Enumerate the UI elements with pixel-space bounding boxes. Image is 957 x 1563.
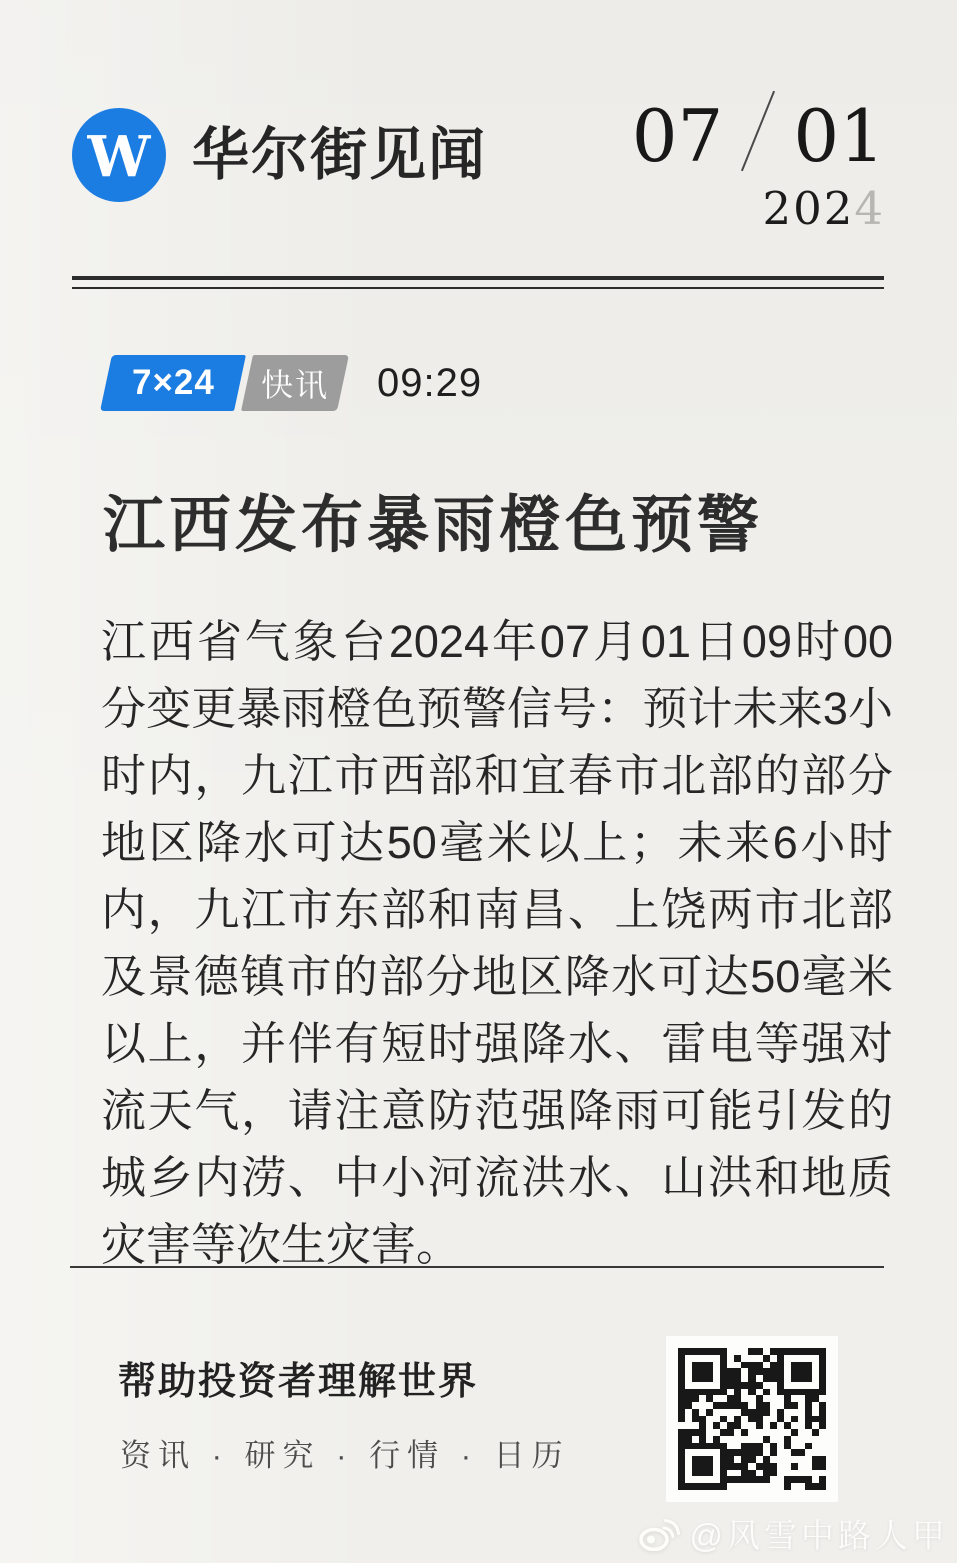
footer-slogan: 帮助投资者理解世界 xyxy=(118,1361,479,1403)
watermark xyxy=(638,1510,950,1557)
date-month: 07 xyxy=(631,94,724,178)
logo-letter: W xyxy=(87,124,151,190)
article-body: 江西省气象台2024年07月01日09时00分变更暴雨橙色预警信号：预计未来3小时内，九江市西部和宜春市北部的部分地区降水可达50毫米以上；未来6小时内，九江市东部和南昌、上饶两市北部及景德镇市的部分地区降水可达50毫米以上，并伴有短时强降水、雷电等强对流天气，请注意防范强降雨可能引发的城乡内涝、中小河流洪水、山洪和地质灾害等次生灾害。 xyxy=(101,616,893,1270)
wallstreetcn-logo-icon xyxy=(72,108,166,202)
article-title: 江西发布暴雨橙色预警 xyxy=(103,488,764,561)
header-divider xyxy=(72,276,884,289)
brand xyxy=(72,108,487,202)
badge-7x24-label: 7×24 xyxy=(131,363,215,402)
date-year xyxy=(632,182,885,235)
date-year-main: 202 xyxy=(762,182,855,235)
qr-code xyxy=(666,1336,838,1502)
date-separator-slash xyxy=(741,91,775,171)
newsflash-row xyxy=(106,355,482,411)
newsflash-time: 09:29 xyxy=(377,360,483,405)
badge-7x24 xyxy=(100,355,246,411)
footer-tagline: 资讯 · 研究 · 行情 · 日历 xyxy=(120,1438,570,1473)
date-year-fade: 4 xyxy=(854,182,885,235)
date-day: 01 xyxy=(793,94,885,178)
header xyxy=(72,94,885,235)
badge-kuaixun xyxy=(241,355,349,411)
qr-code-matrix xyxy=(678,1348,826,1490)
weibo-icon xyxy=(638,1517,680,1551)
date-main xyxy=(631,94,885,178)
date-block xyxy=(631,94,885,235)
badge-kuaixun-label: 快讯 xyxy=(260,367,329,403)
watermark-handle: @风雪中路人甲 xyxy=(689,1517,949,1554)
footer-divider xyxy=(70,1266,884,1268)
newsflash-badges xyxy=(100,355,349,411)
brand-name: 华尔街见闻 xyxy=(192,121,487,188)
